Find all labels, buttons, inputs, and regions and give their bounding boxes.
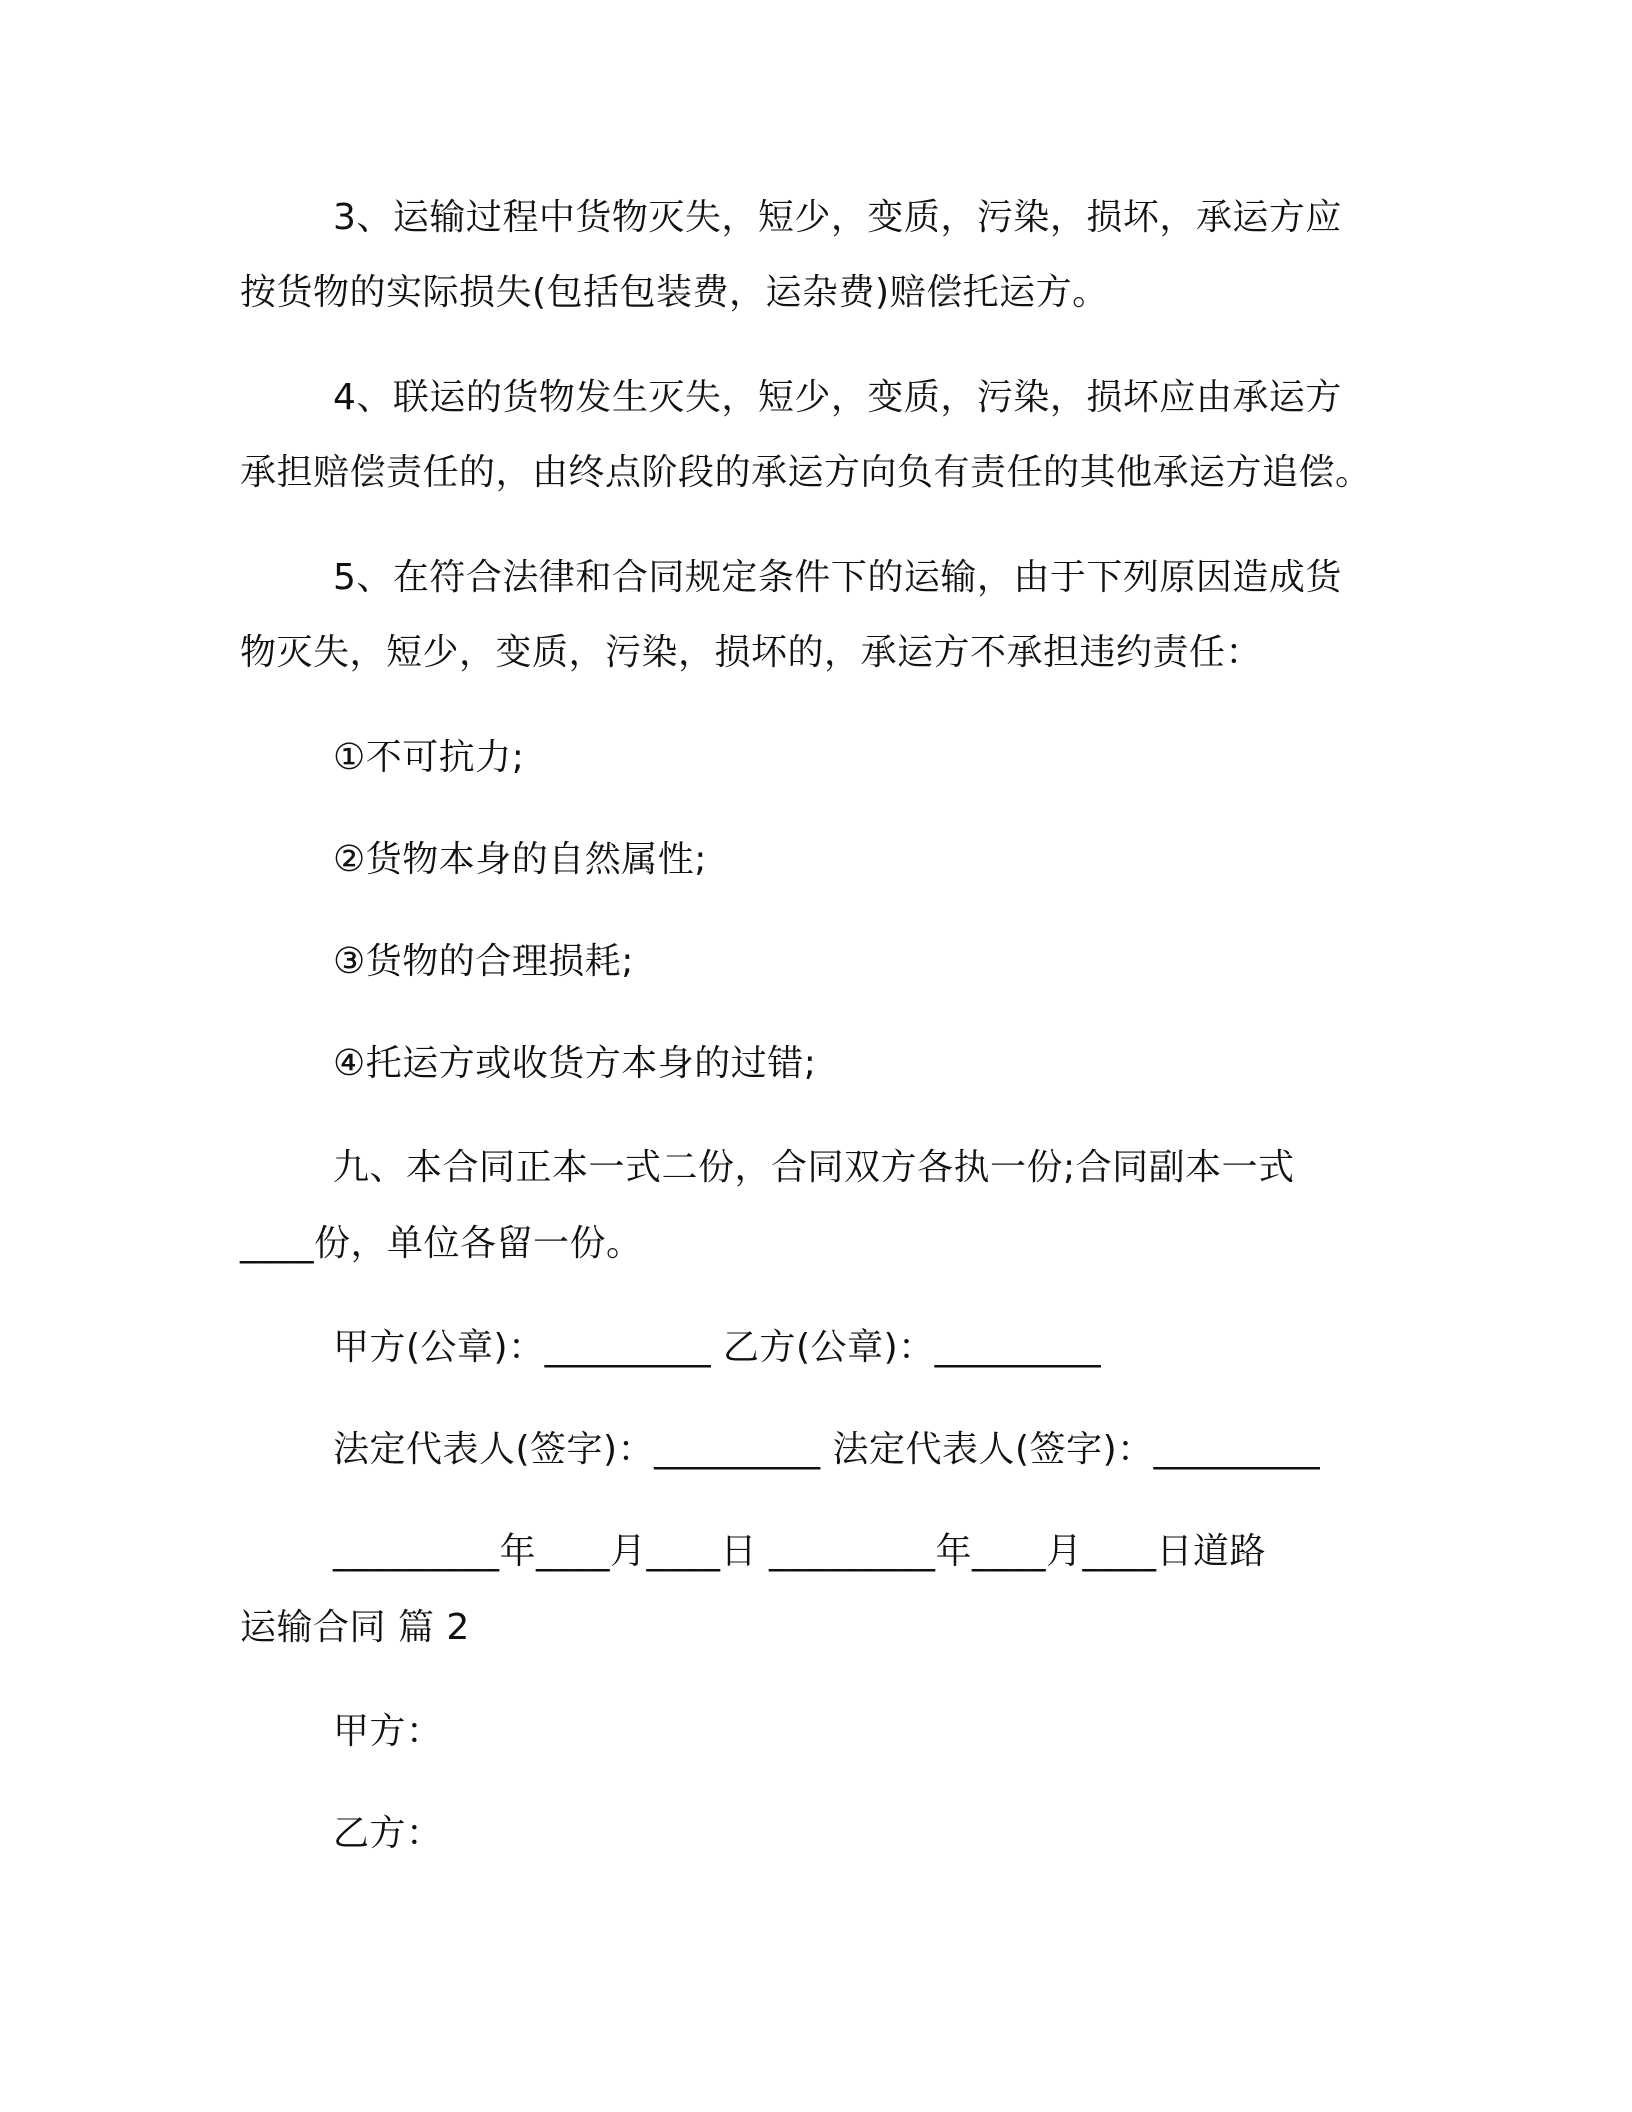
para-9-line-2: ____份，单位各留一份。 [240,1223,643,1264]
para-5-line-1: 5、在符合法律和合同规定条件下的运输，由于下列原因造成货 [333,557,1342,598]
para-5-line-2: 物灭失，短少，变质，污染，损坏的，承运方不承担违约责任： [240,632,1263,673]
list-item: ④托运方或收货方本身的过错; [333,1043,817,1084]
para-4-line-2: 承担赔偿责任的，由终点阶段的承运方向负有责任的其他承运方追偿。 [240,452,1372,493]
para-3-line-2: 按货物的实际损失(包括包装费，运杂费)赔偿托运方。 [240,272,1109,313]
section-title: 运输合同 篇 2 [240,1607,470,1648]
party-a-label: 甲方： [333,1711,443,1752]
seal-signature-line: 甲方(公章)：_________ 乙方(公章)：_________ [333,1327,1102,1368]
para-3-line-1: 3、运输过程中货物灭失，短少，变质，污染，损坏，承运方应 [333,197,1342,238]
para-4-line-1: 4、联运的货物发生灭失，短少，变质，污染，损坏应由承运方 [333,377,1342,418]
list-item: ②货物本身的自然属性; [333,839,707,880]
para-9-line-1: 九、本合同正本一式二份，合同双方各执一份;合同副本一式 [333,1147,1295,1188]
representative-signature-line: 法定代表人(签字)：_________ 法定代表人(签字)：_________ [333,1429,1321,1470]
date-line: _________年____月____日 _________年____月____日道路 [333,1531,1266,1572]
list-item: ③货物的合理损耗; [333,941,634,982]
party-b-label: 乙方： [333,1813,443,1854]
list-item: ①不可抗力; [333,737,525,778]
